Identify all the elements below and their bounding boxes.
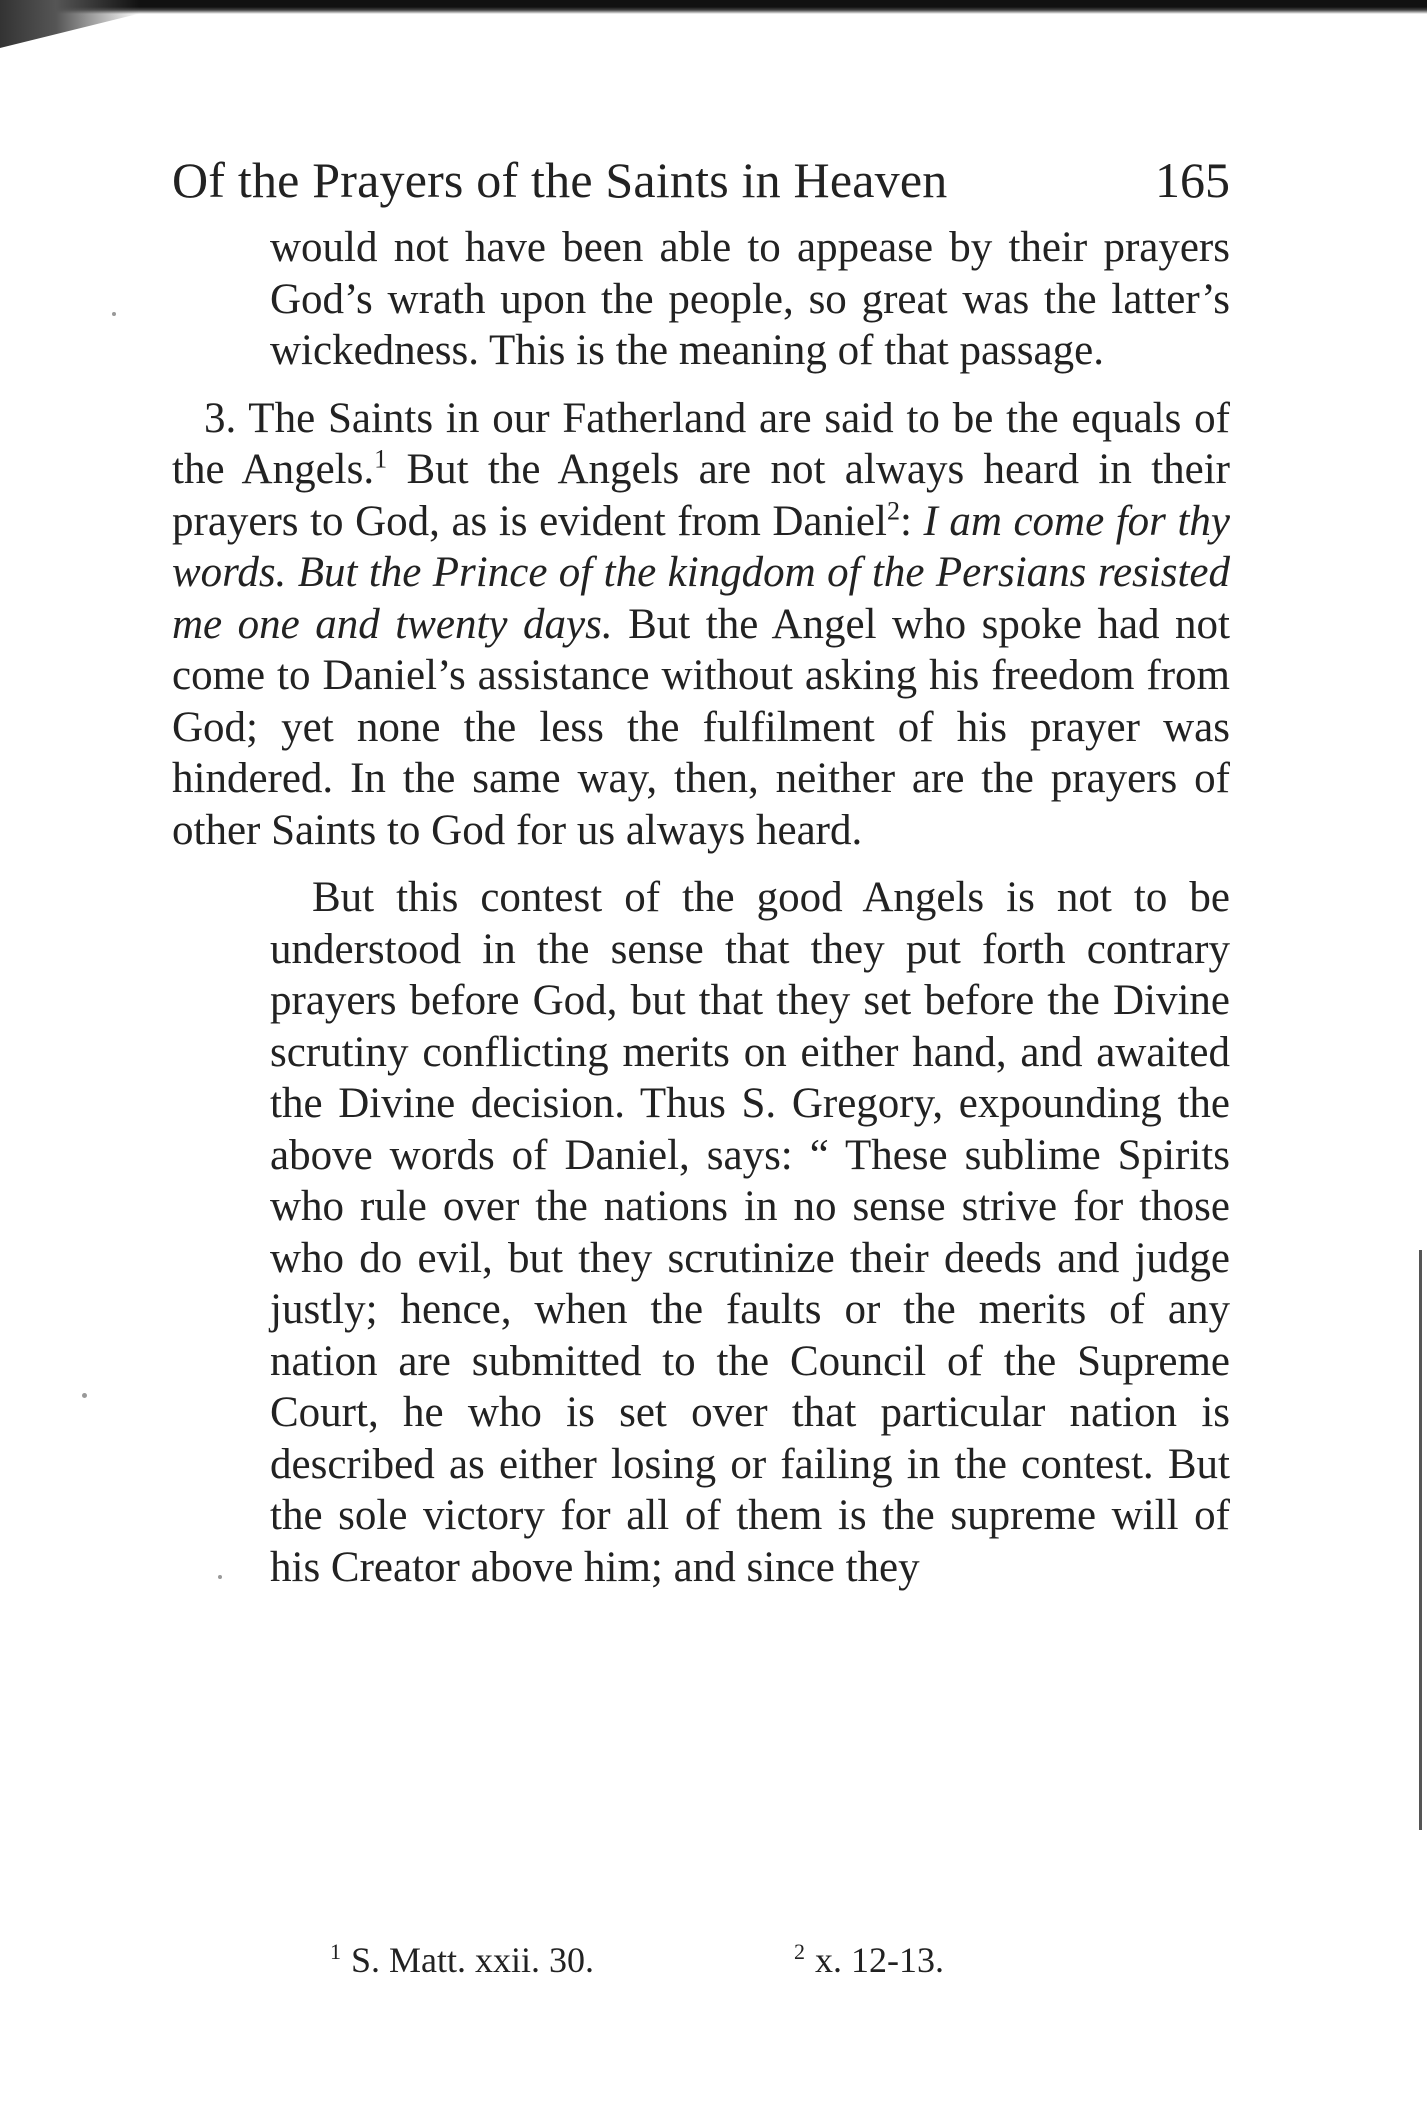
scan-top-edge [0,0,1427,14]
footnote-ref-1: 1 [374,444,388,474]
footnote-ref-2: 2 [886,496,900,526]
footnote-2 [794,1940,944,1980]
scan-right-mark [1419,1250,1422,1830]
paragraph-text: But this contest of the good Angels is not to be understood in the sense that they put forth contrary prayers before God, but that they set before the Divine scrutiny conflicting merits on either hand, and awaited the Divine decision. Thus S. Gregory, expounding the above words of Daniel, says: “ These sublime Spirits who rule over the nations in no sense strive for those who do evil, but they scrutinize their deeds and judge justly; hence, when the faults or the merits of any nation are submitted to the Council of the Supreme Court, he who is set over that particular nation is described as either losing or failing in the contest. But the sole victory for all of them is the supreme will of his Creator above him; and since they [270,874,1230,1591]
book-page [172,150,1230,1593]
scan-speck [82,1393,87,1398]
paragraph-text: But the Angels are not always heard in their prayers to God, as is evident from Daniel [172,446,1230,545]
paragraph-text: : [899,497,924,545]
scan-corner-shadow [0,0,140,48]
footnote-text: x. 12-13. [815,1940,945,1980]
footnote-1 [330,1940,594,1980]
footnote-mark: 1 [330,1939,341,1964]
paragraph-continuation [172,222,1230,377]
page-title: Of the Prayers of the Saints in Heaven [172,152,948,208]
page-number: 165 [1155,152,1230,208]
paragraph-commentary [172,872,1230,1593]
scan-speck [112,312,116,316]
paragraph-text: 3. The Saints in our Fatherland are said to be the equals of the Angels. [172,394,1230,493]
paragraph-section-3 [172,393,1230,857]
footnote-mark: 2 [794,1939,806,1964]
scripture-quote: I am come for thy words. But the Prince of the kingdom of the Persians resisted me one and twenty days. [172,497,1231,648]
paragraph-text: would not have been able to appease by their prayers God’s wrath upon the people, so great was the latter’s wickedness. This is the meaning of that passage. [270,224,1230,374]
paragraph-text: But the Angel who spoke had not come to Daniel’s assistance without asking his freedom from God; yet none the less the fulfilment of his prayer was hindered. In the same way, then, neither are the prayers of other Saints to God for us always heard. [172,600,1230,854]
running-header [172,150,1230,210]
footnote-text: S. Matt. xxii. 30. [351,1940,595,1980]
footnotes [330,1940,1210,1980]
